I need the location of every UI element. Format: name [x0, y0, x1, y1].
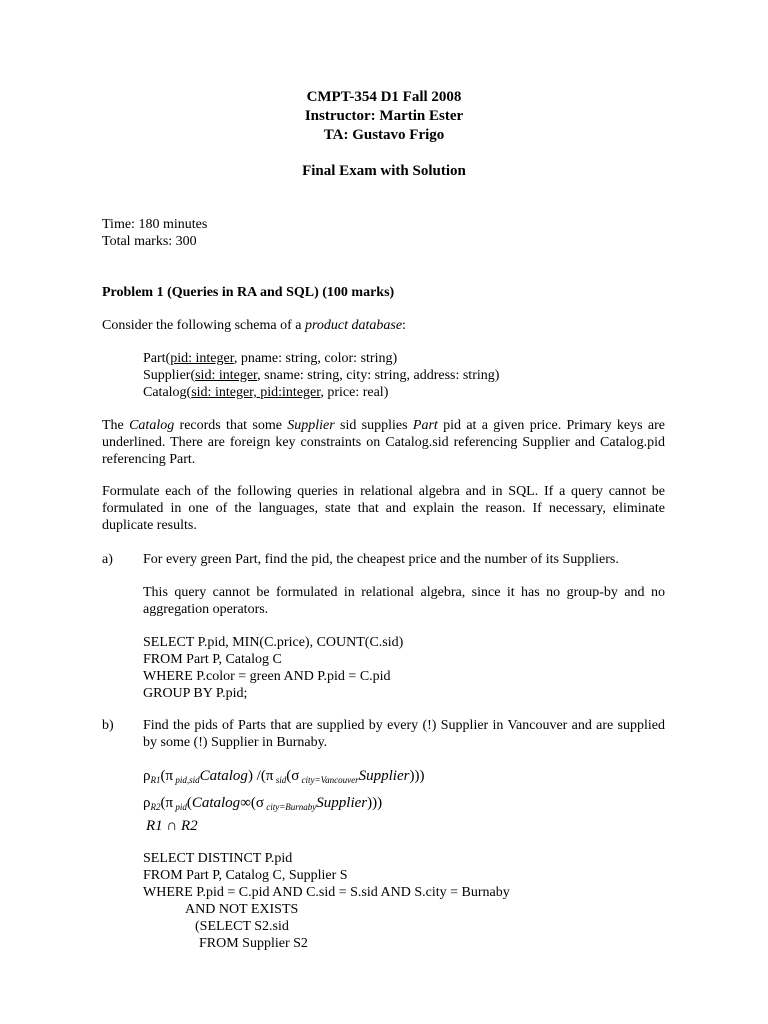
sql-a-line: FROM Part P, Catalog C — [143, 652, 282, 667]
schema-intro — [102, 317, 406, 334]
sql-a-line: GROUP BY P.pid; — [143, 686, 248, 701]
desc-supplier: Supplier — [287, 418, 335, 433]
answer-a-line1: This query cannot be formulated in relational algebra, since it has no group-by and no — [143, 585, 665, 600]
sql-b-line: AND NOT EXISTS — [185, 902, 299, 917]
ra-subscript: pid — [175, 802, 187, 812]
schema-catalog — [143, 384, 388, 401]
primary-key: sid: integer, pid:integer — [191, 385, 321, 400]
time-info: Time: 180 minutes — [102, 217, 208, 232]
primary-key: sid: integer — [195, 368, 258, 383]
question-b-line2: by some (!) Supplier in Burnaby. — [143, 735, 328, 750]
sql-a-line: WHERE P.color = green AND P.pid = C.pid — [143, 669, 391, 684]
natural-join-icon: ∞ — [240, 795, 251, 811]
sql-b-line: WHERE P.pid = C.pid AND C.sid = S.sid AND S.city = Burnaby — [143, 885, 510, 900]
pi-symbol: π — [165, 768, 174, 784]
attributes: , pname: string, color: string) — [233, 351, 398, 366]
sql-b-line: FROM Part P, Catalog C, Supplier S — [143, 868, 348, 883]
ra-formula-r1: $\rho_{R1}(\pi$ $_{pid,sid}$Catalog) /(π $_{sid}$(σ $_{city=Vancouver}$Supplier))) — [143, 768, 425, 785]
ra-formula-intersection: R1 ∩ R2 — [146, 818, 198, 834]
table-name: Catalog( — [143, 385, 192, 400]
desc-text: pid at a given price. Primary keys are — [437, 418, 666, 433]
table-name: Part( — [143, 351, 171, 366]
question-b-line1: Find the pids of Parts that are supplied by every (!) Supplier in Vancouver and are supplied — [143, 718, 665, 733]
primary-key: pid: integer — [170, 351, 234, 366]
ra-subscript: city=Vancouver — [301, 775, 359, 785]
instructor-line: Instructor: Martin Ester — [304, 108, 464, 124]
attributes: , price: real) — [320, 385, 389, 400]
instructions-line3: duplicate results. — [102, 518, 197, 533]
question-b-label: b) — [102, 718, 114, 733]
exam-title: Final Exam with Solution — [302, 163, 466, 179]
ra-subscript: sid — [275, 775, 287, 785]
intro-text: Consider the following schema of a — [102, 318, 305, 333]
sigma-symbol: σ — [291, 768, 300, 784]
question-a-label: a) — [102, 552, 113, 567]
ra-subscript: city=Burnaby — [266, 802, 317, 812]
ra-relation: Catalog — [199, 768, 248, 784]
instructions-line1: Formulate each of the following queries in relational algebra and in SQL. If a query cannot be — [102, 484, 665, 499]
problem-heading: Problem 1 (Queries in RA and SQL) (100 marks) — [102, 285, 395, 300]
ra-relation: Supplier — [358, 768, 410, 784]
ta-line: TA: Gustavo Frigo — [323, 127, 445, 143]
ra-subscript: pid,sid — [175, 775, 200, 785]
ra-subscript: R1 — [150, 775, 161, 785]
attributes: , sname: string, city: string, address: string) — [257, 368, 500, 383]
desc-text: records that some — [174, 418, 288, 433]
schema-description-line1 — [102, 417, 665, 434]
course-title: CMPT-354 D1 Fall 2008 — [306, 89, 462, 105]
ra-formula-r2: $\rho_{R2}(\pi$ $_{pid}$(Catalog∞(σ $_{city=Burnaby}$Supplier))) — [143, 795, 383, 812]
desc-text: The — [102, 418, 130, 433]
sql-b-line: (SELECT S2.sid — [195, 919, 289, 934]
table-name: Supplier( — [143, 368, 196, 383]
schema-supplier — [143, 367, 499, 384]
sigma-symbol: σ — [255, 795, 264, 811]
ra-relation: Supplier — [316, 795, 368, 811]
total-marks-info: Total marks: 300 — [102, 234, 197, 249]
ra-subscript: R2 — [150, 802, 161, 812]
rho-symbol: ρ — [143, 795, 151, 811]
pi-symbol: π — [265, 768, 274, 784]
intro-colon: : — [402, 318, 406, 333]
sql-a-line: SELECT P.pid, MIN(C.price), COUNT(C.sid) — [143, 635, 404, 650]
sql-b-line: SELECT DISTINCT P.pid — [143, 851, 293, 866]
desc-part: Part — [412, 418, 438, 433]
sql-b-line: FROM Supplier S2 — [199, 936, 308, 951]
schema-description-line2: underlined. There are foreign key constraints on Catalog.sid referencing Supplier and Catalog.pid — [102, 435, 665, 450]
answer-a-line2: aggregation operators. — [143, 602, 269, 617]
schema-description-line3: referencing Part. — [102, 452, 196, 467]
ra-relation: Catalog — [191, 795, 241, 811]
instructions-line2: formulated in one of the languages, state that and explain the reason. If necessary, eliminate — [102, 501, 665, 516]
pi-symbol: π — [165, 795, 174, 811]
intro-italic: product database — [304, 318, 403, 333]
schema-part — [143, 350, 397, 367]
question-a-text: For every green Part, find the pid, the cheapest price and the number of its Suppliers. — [143, 552, 619, 567]
desc-text: sid supplies — [334, 418, 413, 433]
rho-symbol: ρ — [143, 768, 151, 784]
desc-catalog: Catalog — [129, 418, 175, 433]
